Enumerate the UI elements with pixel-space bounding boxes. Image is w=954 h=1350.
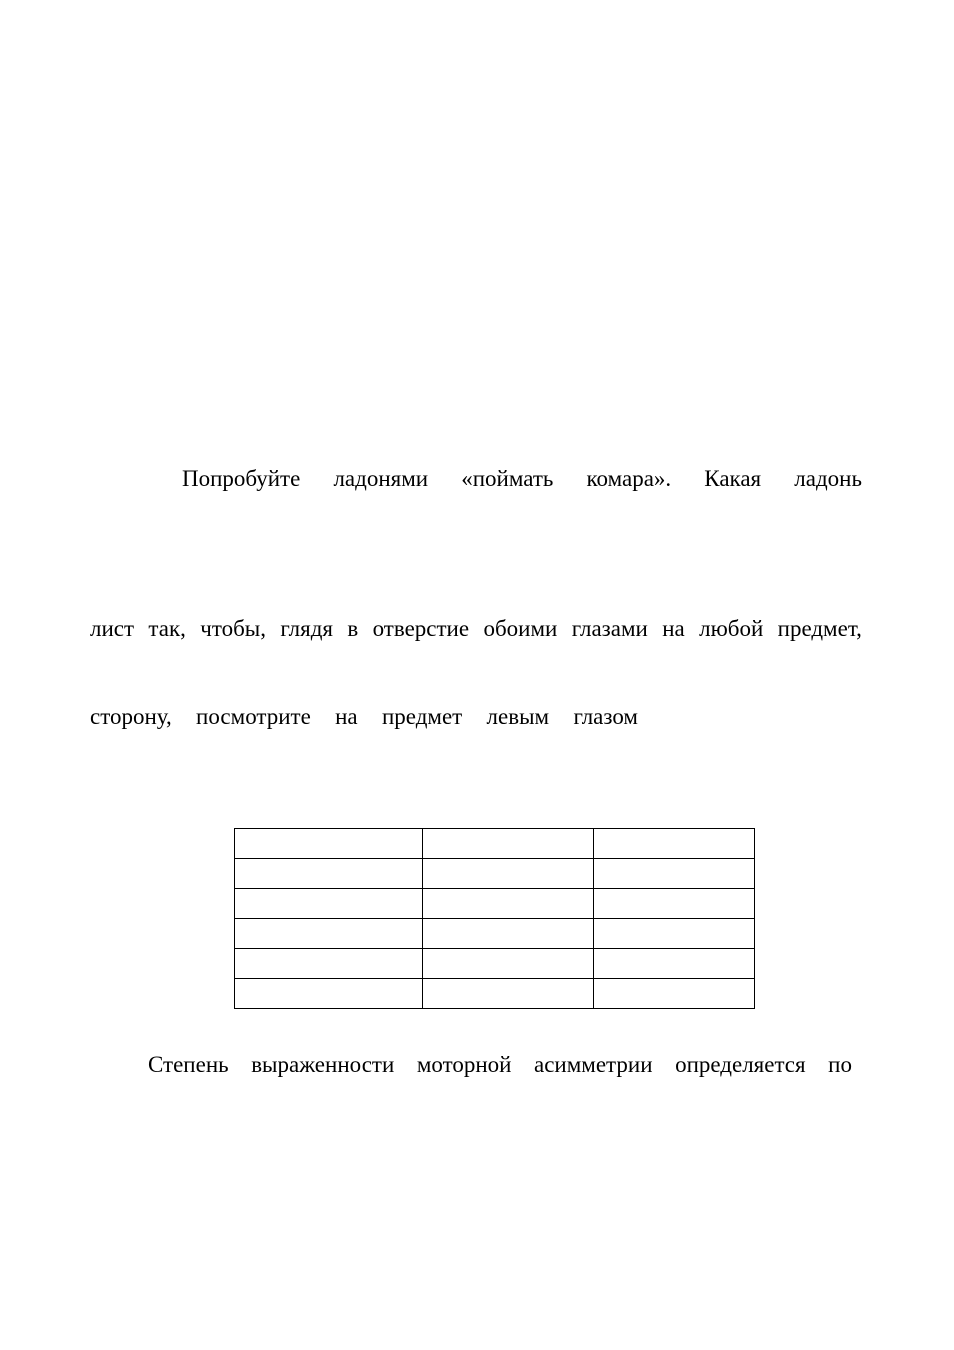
word: левым [486,704,550,729]
table-cell [594,949,755,979]
paragraph-line-1 [182,465,862,493]
word: отверстие [372,616,470,641]
table-row [235,919,755,949]
paragraph-line-4 [148,1051,852,1079]
word: лист [90,616,135,641]
table-cell [235,829,423,859]
table-cell [423,859,594,889]
word: так, [148,616,186,641]
word: на [335,704,358,729]
table-cell [594,829,755,859]
word: ладонь [794,466,862,491]
table-cell [594,919,755,949]
paragraph-line-2 [90,615,862,643]
table-cell [594,979,755,1009]
paragraph-line-3 [90,703,638,731]
word: выраженности [251,1052,395,1077]
word: Попробуйте [182,466,301,491]
table-cell [235,889,423,919]
table-cell [423,829,594,859]
table-cell [235,859,423,889]
word: глядя [280,616,333,641]
table-row [235,829,755,859]
word: определяется [675,1052,806,1077]
word: на [662,616,685,641]
word: «поймать [461,466,554,491]
word: чтобы, [200,616,266,641]
word: обоими [483,616,558,641]
table-cell [235,919,423,949]
word: глазами [571,616,648,641]
word: предмет, [777,616,862,641]
word: в [347,616,359,641]
table-cell [423,949,594,979]
word: моторной [416,1052,512,1077]
word: Степень [148,1052,229,1077]
word: асимметрии [534,1052,653,1077]
table-cell [423,889,594,919]
word: по [828,1052,852,1077]
word: ладонями [333,466,429,491]
table-cell [423,919,594,949]
word: любой [699,616,764,641]
word: глазом [573,704,638,729]
word: посмотрите [196,704,311,729]
word: Какая [704,466,762,491]
table-cell [235,979,423,1009]
table-cell [235,949,423,979]
empty-table [234,828,755,1009]
table-row [235,949,755,979]
word: комара». [586,466,672,491]
table-row [235,889,755,919]
word: сторону, [90,704,172,729]
word: предмет [381,704,463,729]
table-row [235,979,755,1009]
table-row [235,859,755,889]
table-cell [423,979,594,1009]
table-cell [594,859,755,889]
table-cell [594,889,755,919]
